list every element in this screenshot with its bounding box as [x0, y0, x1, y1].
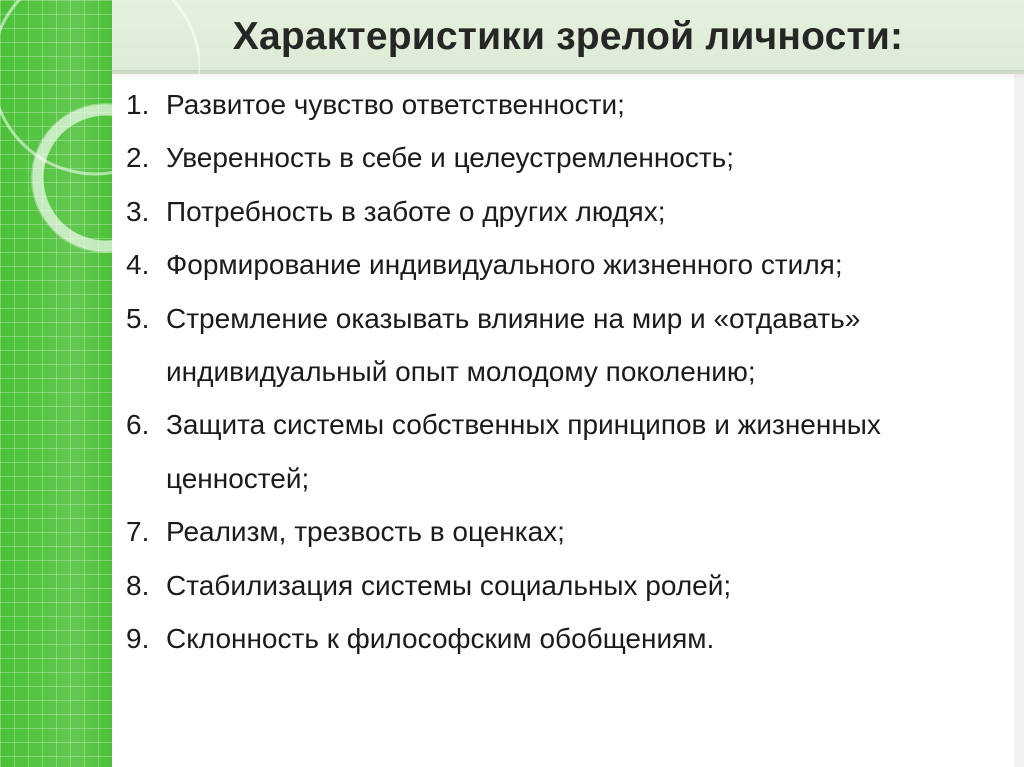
right-edge-strip: [1014, 0, 1024, 767]
item-number: 7.: [126, 516, 150, 548]
green-grid-band: [0, 0, 112, 767]
item-number: 1.: [126, 89, 150, 120]
item-number: 2.: [126, 142, 150, 174]
title-bar-shadow: [112, 70, 1024, 78]
item-text: Защита системы собственных принципов и жизненных ценностей;: [166, 409, 881, 494]
item-number: 4.: [126, 249, 150, 281]
list-item: [126, 559, 1006, 612]
item-text: Формирование индивидуального жизненного стиля;: [166, 249, 843, 281]
item-number: 5.: [126, 302, 150, 334]
list-item: [126, 131, 1006, 184]
green-band-sheen: [0, 0, 112, 767]
list-item: [126, 185, 1006, 238]
item-text: Потребность в заботе о других людях;: [166, 195, 666, 227]
item-number: 3.: [126, 195, 150, 227]
list-item: [126, 238, 1006, 291]
item-number: 8.: [126, 569, 150, 601]
item-text: Склонность к философским обобщениям.: [166, 623, 715, 655]
list-item: [126, 505, 1006, 558]
characteristics-list: [126, 78, 1006, 665]
list-item: [126, 612, 1006, 665]
item-text: Стремление оказывать влияние на мир и «отдавать» индивидуальный опыт молодому поколению;: [166, 302, 861, 388]
item-number: 9.: [126, 623, 150, 655]
item-text: Стабилизация системы социальных ролей;: [166, 569, 732, 601]
list-item: [126, 292, 1006, 399]
item-text: Уверенность в себе и целеустремленность;: [166, 142, 735, 174]
item-text: Развитое чувство ответственности;: [166, 89, 625, 120]
item-text: Реализм, трезвость в оценках;: [166, 516, 565, 548]
list-item: [126, 398, 1006, 505]
page-title: Характеристики зрелой личности:: [232, 15, 904, 58]
list-item: [126, 78, 1006, 131]
item-number: 6.: [126, 409, 150, 441]
content-area: [112, 78, 1014, 767]
